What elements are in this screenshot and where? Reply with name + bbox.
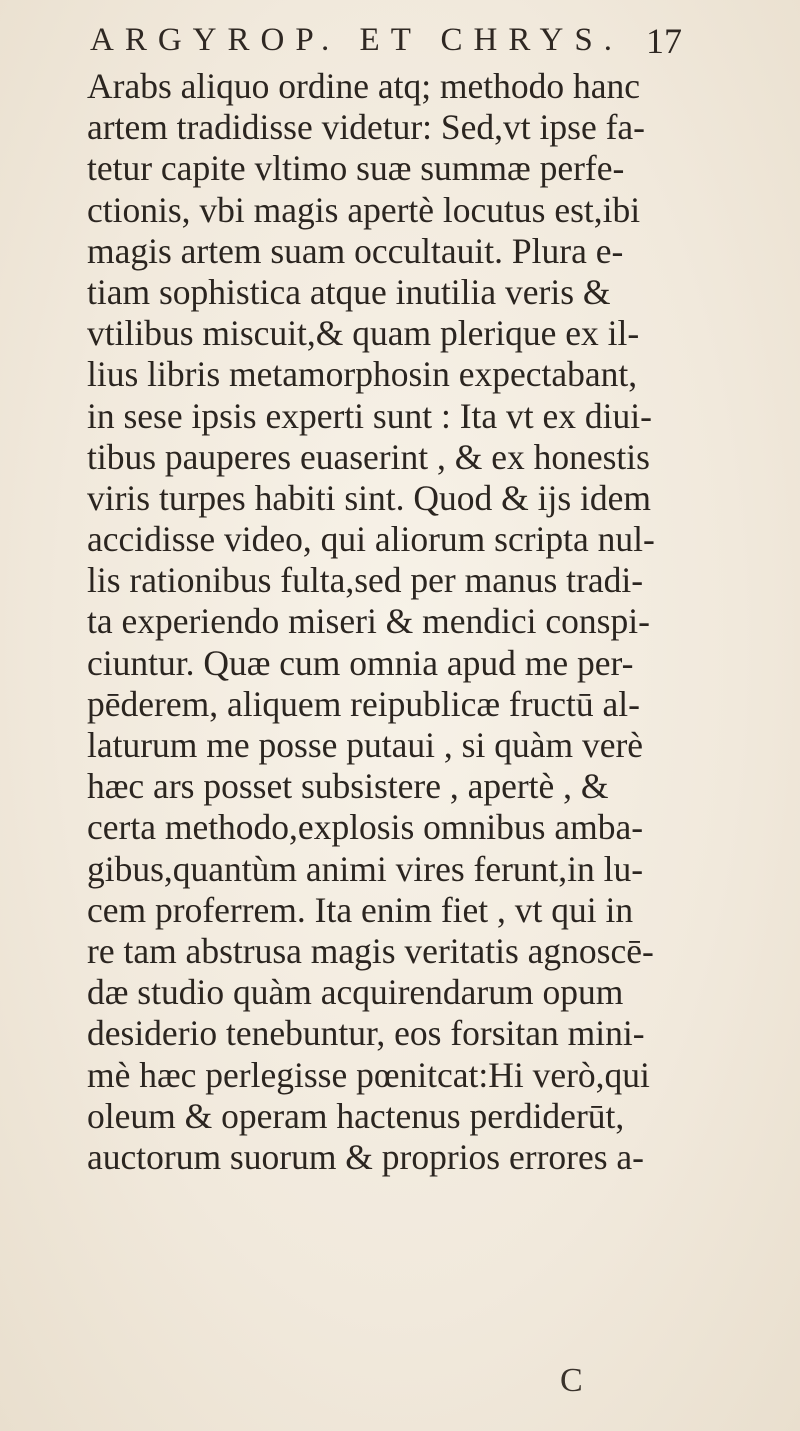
text-line: certa methodo,explosis omnibus amba- <box>87 807 644 848</box>
body-text <box>87 66 787 1178</box>
text-line: viris turpes habiti sint. Quod & ijs idem <box>87 477 652 518</box>
text-line: Arabs aliquo ordine atq; methodo hanc <box>87 66 641 106</box>
text-line: lis rationibus fulta,sed per manus tradi- <box>87 560 644 601</box>
text-line: re tam abstrusa magis veritatis agnoscē- <box>87 930 654 971</box>
text-line: ciuntur. Quæ cum omnia apud me per- <box>87 642 634 683</box>
text-line: tetur capite vltimo suæ summæ perfe- <box>87 148 625 189</box>
text-line: tiam sophistica atque inutilia veris & <box>87 271 611 312</box>
text-line: mè hæc perlegisse pœnitcat:Hi verò,qui <box>87 1054 650 1095</box>
text-line: pēderem, aliquem reipublicæ fructū al- <box>87 683 640 724</box>
running-title: ARGYROP. ET CHRYS. <box>90 22 623 58</box>
text-line: laturum me posse putaui , si quàm verè <box>87 725 644 765</box>
text-line: auctorum suorum & proprios errores a- <box>87 1136 644 1177</box>
text-line: lius libris metamorphosin expectabant, <box>87 354 638 395</box>
text-line: hæc ars posset subsistere , apertè , & <box>87 766 609 807</box>
page-number: 17 <box>646 21 682 61</box>
signature-mark: C <box>560 1362 583 1399</box>
text-line: ta experiendo miseri & mendici conspi- <box>87 601 650 642</box>
text-line: tibus pauperes euaserint , & ex honestis <box>87 436 650 477</box>
text-line: gibus,quantùm animi vires ferunt,in lu- <box>87 848 644 889</box>
text-line: vtilibus miscuit,& quam plerique ex il- <box>87 313 640 354</box>
text-line: dæ studio quàm acquirendarum opum <box>87 972 624 1013</box>
text-line: oleum & operam hactenus perdiderūt, <box>87 1095 625 1136</box>
text-line: desiderio tenebuntur, eos forsitan mini- <box>87 1013 645 1054</box>
text-line: cem proferrem. Ita enim fiet , vt qui in <box>87 889 634 930</box>
running-head <box>90 14 690 64</box>
text-line: ctionis, vbi magis apertè locutus est,ibi <box>87 189 641 230</box>
text-line: in sese ipsis experti sunt : Ita vt ex diui- <box>87 395 652 436</box>
text-line: magis artem suam occultauit. Plura e- <box>87 230 624 271</box>
text-line: artem tradidisse videtur: Sed,vt ipse fa- <box>87 107 645 148</box>
text-line: accidisse video, qui aliorum scripta nul- <box>87 519 655 560</box>
